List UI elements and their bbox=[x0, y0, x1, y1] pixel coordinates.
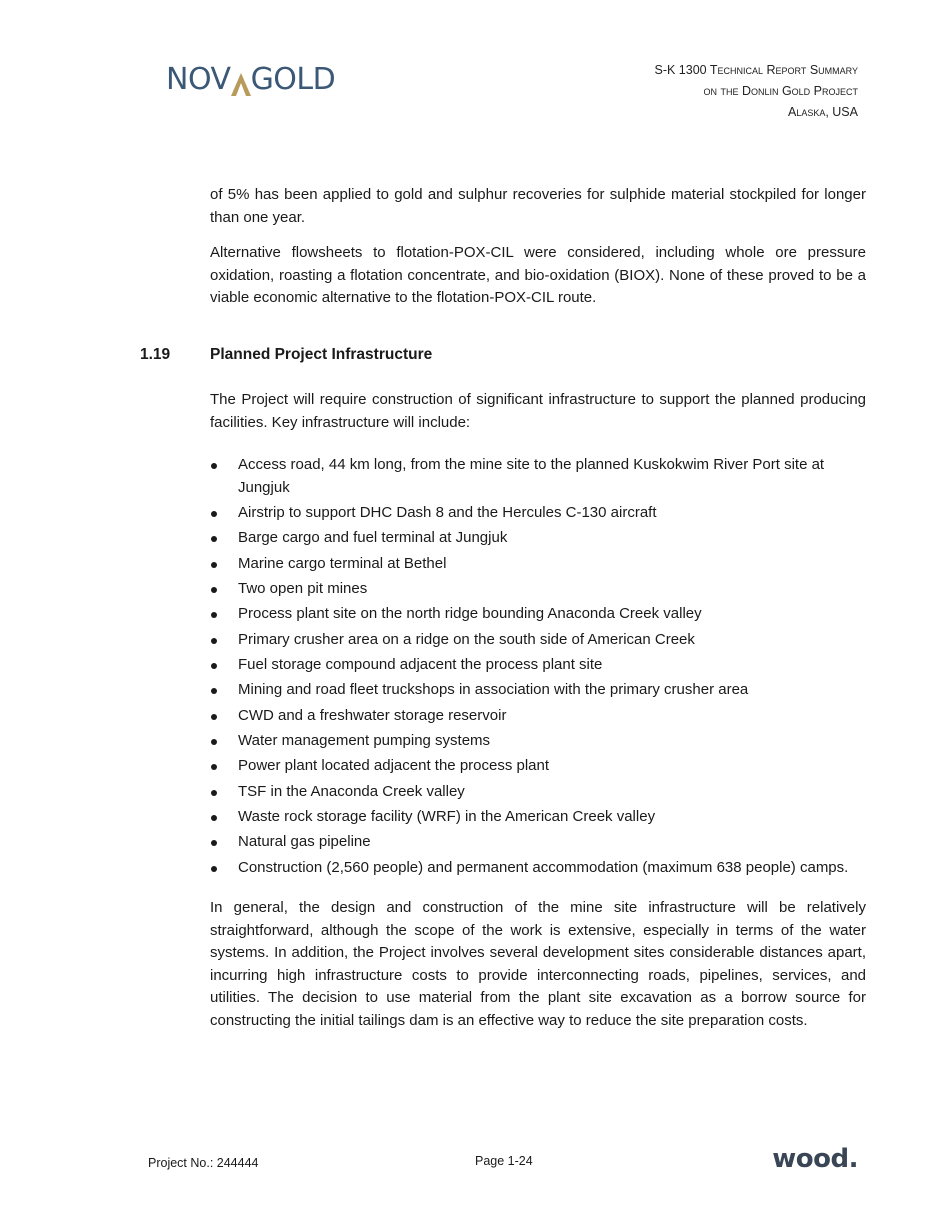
bullet-icon bbox=[211, 562, 217, 568]
wood-logo: wood. bbox=[772, 1144, 858, 1174]
list-item: Airstrip to support DHC Dash 8 and the Hercules C-130 aircraft bbox=[210, 502, 866, 525]
list-item: Process plant site on the north ridge bounding Anaconda Creek valley bbox=[210, 603, 866, 626]
list-item: Power plant located adjacent the process plant bbox=[210, 755, 866, 778]
bullet-icon bbox=[211, 663, 217, 669]
section-intro-paragraph: The Project will require construction of significant infrastructure to support the planned producing facilities. Key infrastructure will include: bbox=[210, 391, 866, 431]
intro-paragraph: of 5% has been applied to gold and sulphur recoveries for sulphide material stockpiled for longer than one year. bbox=[210, 186, 866, 226]
bullet-icon bbox=[211, 840, 217, 846]
bullet-icon bbox=[211, 739, 217, 745]
bullet-icon bbox=[211, 463, 217, 469]
bullet-icon bbox=[211, 638, 217, 644]
logo-triangle-icon bbox=[230, 69, 252, 97]
page-number: Page 1-24 bbox=[475, 1154, 533, 1168]
infrastructure-list bbox=[210, 454, 866, 879]
bullet-icon bbox=[211, 866, 217, 872]
list-item: Construction (2,560 people) and permanent accommodation (maximum 638 people) camps. bbox=[210, 857, 866, 880]
closing-paragraph: In general, the design and construction of the mine site infrastructure will be relatively straightforward, although the scope of the work is extensive, especially in terms of the water systems. In addition, the Project involves several development sites considerable distances apart, incurring high infrastructure costs to provide interconnecting roads, pipelines, services, and utilities. The decision to use material from the plant site excavation as a borrow source for constructing the initial tailings dam is an effective way to reduce the site preparation costs. bbox=[210, 899, 866, 1029]
bullet-icon bbox=[211, 764, 217, 770]
list-item: Barge cargo and fuel terminal at Jungjuk bbox=[210, 527, 866, 550]
section-title: Planned Project Infrastructure bbox=[210, 346, 433, 363]
bullet-icon bbox=[211, 587, 217, 593]
bullet-icon bbox=[211, 815, 217, 821]
logo-text-nov: NOV bbox=[166, 62, 231, 97]
section-number: 1.19 bbox=[140, 346, 171, 363]
alternative-flowsheets-paragraph: Alternative flowsheets to flotation-POX-CIL were considered, including whole ore pressure oxidation, roasting a flotation concentrate, and bio-oxidation (BIOX). None of these proved to be a viable economic alternative to the flotation-POX-CIL route. bbox=[210, 244, 866, 306]
report-title-line2: on the Donlin Gold Project bbox=[703, 84, 858, 98]
logo-text-gold: GOLD bbox=[250, 62, 336, 97]
section-content bbox=[210, 389, 866, 1045]
list-item: Waste rock storage facility (WRF) in the American Creek valley bbox=[210, 806, 866, 829]
report-title-line3: Alaska, USA bbox=[787, 105, 858, 119]
list-item: CWD and a freshwater storage reservoir bbox=[210, 705, 866, 728]
page-body bbox=[210, 184, 866, 310]
list-item: Water management pumping systems bbox=[210, 730, 866, 753]
list-item: Mining and road fleet truckshops in association with the primary crusher area bbox=[210, 679, 866, 702]
list-item: TSF in the Anaconda Creek valley bbox=[210, 781, 866, 804]
list-item: Access road, 44 km long, from the mine site to the planned Kuskokwim River Port site at Jungjuk bbox=[210, 454, 866, 499]
bullet-icon bbox=[211, 536, 217, 542]
project-number: Project No.: 244444 bbox=[148, 1156, 259, 1170]
bullet-icon bbox=[211, 714, 217, 720]
list-item: Two open pit mines bbox=[210, 578, 866, 601]
novagold-logo bbox=[166, 62, 335, 97]
bullet-icon bbox=[211, 511, 217, 517]
list-item: Marine cargo terminal at Bethel bbox=[210, 553, 866, 576]
section-heading bbox=[140, 346, 432, 364]
report-title-line1: S-K 1300 Technical Report Summary bbox=[654, 63, 858, 77]
bullet-icon bbox=[211, 612, 217, 618]
list-item: Primary crusher area on a ridge on the south side of American Creek bbox=[210, 629, 866, 652]
list-item: Natural gas pipeline bbox=[210, 831, 866, 854]
bullet-icon bbox=[211, 688, 217, 694]
bullet-icon bbox=[211, 790, 217, 796]
report-title-block bbox=[655, 60, 859, 123]
list-item: Fuel storage compound adjacent the process plant site bbox=[210, 654, 866, 677]
